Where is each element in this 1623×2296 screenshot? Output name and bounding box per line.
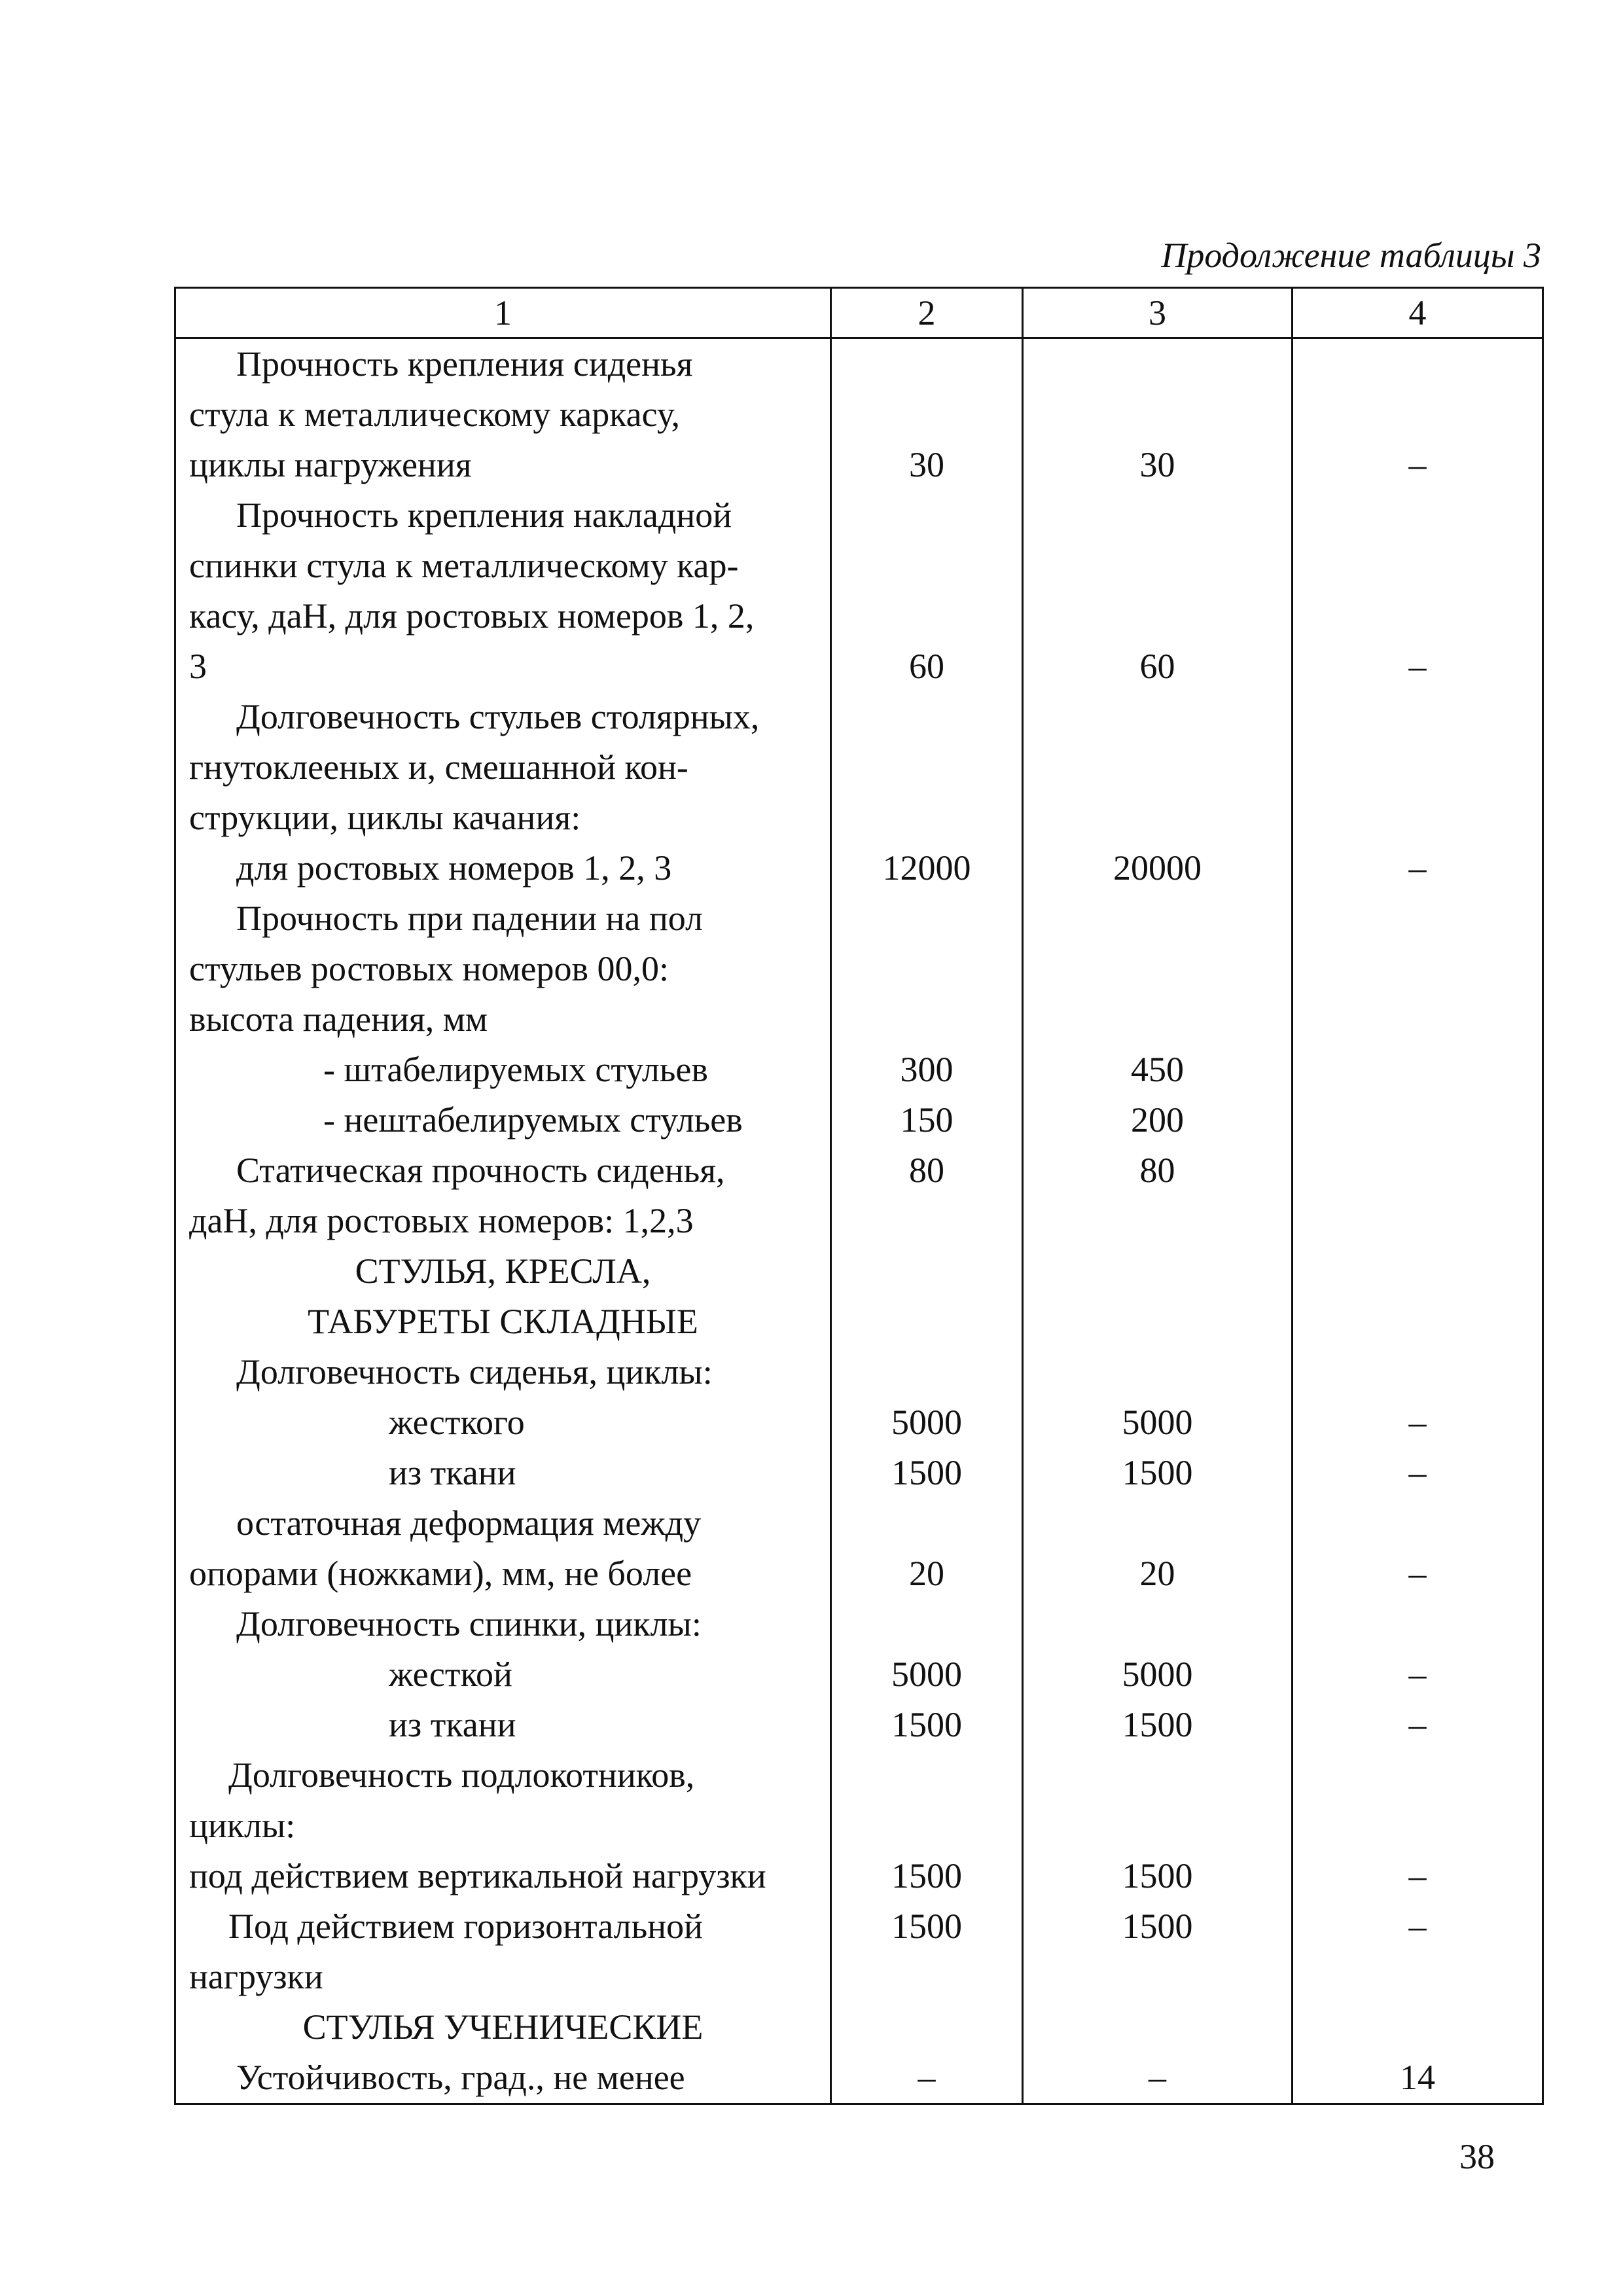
value-col-3: 450 [1023, 1045, 1293, 1095]
text-line: циклы: [189, 1806, 296, 1845]
value-col-2: 1500 [831, 1901, 1023, 2002]
value-col-2: 5000 [831, 1397, 1023, 1448]
value-col-2: 30 [831, 338, 1023, 491]
text-line: касу, даН, для ростовых номеров 1, 2, [189, 596, 755, 636]
page-number: 38 [1459, 2137, 1495, 2176]
text-line: нагрузки [189, 1957, 323, 1996]
table-row [175, 843, 1543, 893]
table-row [175, 692, 1543, 843]
text-line: даН, для ростовых номеров: 1,2,3 [189, 1201, 694, 1240]
table-row [175, 2002, 1543, 2053]
table-row [175, 1246, 1543, 1347]
value-col-4: 14 [1293, 2053, 1543, 2104]
value-col-2: 1500 [831, 1851, 1023, 1901]
row-description: Устойчивость, град., не менее [175, 2053, 831, 2104]
table-row [175, 1901, 1543, 2002]
table-row [175, 1045, 1543, 1095]
text-line: стульев ростовых номеров 00,0: [189, 949, 669, 988]
value-col-3: 60 [1023, 490, 1293, 692]
row-description: для ростовых номеров 1, 2, 3 [175, 843, 831, 893]
value-col-3: 80 [1023, 1145, 1293, 1246]
row-description: - нештабелируемых стульев [175, 1095, 831, 1145]
table-row [175, 1750, 1543, 1851]
value-col-2: 80 [831, 1145, 1023, 1246]
table-row [175, 893, 1543, 1045]
text-line: стула к металлическому каркасу, [189, 395, 680, 434]
value-col-3: 200 [1023, 1095, 1293, 1145]
value-col-4: – [1293, 338, 1543, 491]
text-line: высота падения, мм [189, 999, 488, 1039]
value-col-4: – [1293, 1448, 1543, 1498]
text-line: опорами (ножками), мм, не более [189, 1554, 692, 1593]
text-line: остаточная деформация между [236, 1503, 702, 1543]
value-col-2: 300 [831, 1045, 1023, 1095]
row-description [175, 338, 831, 491]
table-row [175, 1145, 1543, 1246]
value-col-3: – [1023, 2053, 1293, 2104]
value-col-4: – [1293, 1901, 1543, 2002]
text-line: ТАБУРЕТЫ СКЛАДНЫЕ [308, 1302, 698, 1341]
text-line: циклы нагружения [189, 445, 472, 484]
row-description: жесткой [175, 1649, 831, 1700]
value-col-3: 5000 [1023, 1649, 1293, 1700]
table-row [175, 1700, 1543, 1750]
section-heading [175, 1246, 831, 1347]
value-col-4: – [1293, 1851, 1543, 1901]
value-col-2: 150 [831, 1095, 1023, 1145]
section-heading: СТУЛЬЯ УЧЕНИЧЕСКИЕ [175, 2002, 831, 2053]
table-row [175, 1851, 1543, 1901]
text-line: спинки стула к металлическому кар- [189, 546, 739, 585]
table-row [175, 2053, 1543, 2104]
header-col-1: 1 [175, 288, 831, 338]
value-col-4: – [1293, 1700, 1543, 1750]
value-col-3: 30 [1023, 338, 1293, 491]
value-col-4: – [1293, 1397, 1543, 1448]
value-col-2: 1500 [831, 1700, 1023, 1750]
table-row [175, 1347, 1543, 1397]
table-row [175, 490, 1543, 692]
value-col-3: 1500 [1023, 1448, 1293, 1498]
row-description [175, 490, 831, 692]
header-col-3: 3 [1023, 288, 1293, 338]
value-col-3: 20000 [1023, 843, 1293, 893]
value-col-3: 1500 [1023, 1901, 1293, 2002]
text-line: Долговечность стульев столярных, [236, 697, 760, 736]
table-caption: Продолжение таблицы 3 [1161, 236, 1541, 275]
table-row [175, 1448, 1543, 1498]
requirements-table [174, 287, 1544, 2105]
table-row [175, 1649, 1543, 1700]
value-col-3: 1500 [1023, 1700, 1293, 1750]
text-line: Прочность крепления сиденья [236, 344, 693, 384]
value-col-2: 5000 [831, 1649, 1023, 1700]
value-col-2: 1500 [831, 1448, 1023, 1498]
table-row [175, 1599, 1543, 1649]
row-description: из ткани [175, 1448, 831, 1498]
text-line: 3 [189, 647, 207, 686]
text-line: Статическая прочность сиденья, [236, 1151, 725, 1190]
value-col-2: 60 [831, 490, 1023, 692]
text-line: Прочность при падении на пол [236, 899, 703, 938]
value-col-4: – [1293, 1649, 1543, 1700]
row-description: Долговечность спинки, циклы: [175, 1599, 831, 1649]
value-col-2: – [831, 2053, 1023, 2104]
text-line: струкции, циклы качания: [189, 798, 581, 837]
row-description [175, 692, 831, 843]
value-col-2: 12000 [831, 843, 1023, 893]
table-header-row [175, 288, 1543, 338]
value-col-4: – [1293, 843, 1543, 893]
row-description: Долговечность сиденья, циклы: [175, 1347, 831, 1397]
text-line: СТУЛЬЯ, КРЕСЛА, [355, 1251, 651, 1291]
value-col-4: – [1293, 1498, 1543, 1599]
table-row [175, 1498, 1543, 1599]
value-col-2: 20 [831, 1498, 1023, 1599]
header-col-2: 2 [831, 288, 1023, 338]
row-description [175, 1145, 831, 1246]
row-description: под действием вертикальной нагрузки [175, 1851, 831, 1901]
row-description [175, 1901, 831, 2002]
row-description: жесткого [175, 1397, 831, 1448]
value-col-3: 5000 [1023, 1397, 1293, 1448]
value-col-4: – [1293, 490, 1543, 692]
text-line: Долговечность подлокотников, [228, 1755, 695, 1795]
row-description [175, 893, 831, 1045]
text-line: Прочность крепления накладной [236, 495, 732, 535]
table-row [175, 1397, 1543, 1448]
value-col-3: 20 [1023, 1498, 1293, 1599]
value-col-3: 1500 [1023, 1851, 1293, 1901]
row-description [175, 1498, 831, 1599]
table-row [175, 1095, 1543, 1145]
row-description: из ткани [175, 1700, 831, 1750]
text-line: Под действием горизонтальной [228, 1907, 704, 1946]
table-row [175, 338, 1543, 491]
row-description: - штабелируемых стульев [175, 1045, 831, 1095]
header-col-4: 4 [1293, 288, 1543, 338]
text-line: гнутоклееных и, смешанной кон- [189, 747, 688, 787]
row-description [175, 1750, 831, 1851]
